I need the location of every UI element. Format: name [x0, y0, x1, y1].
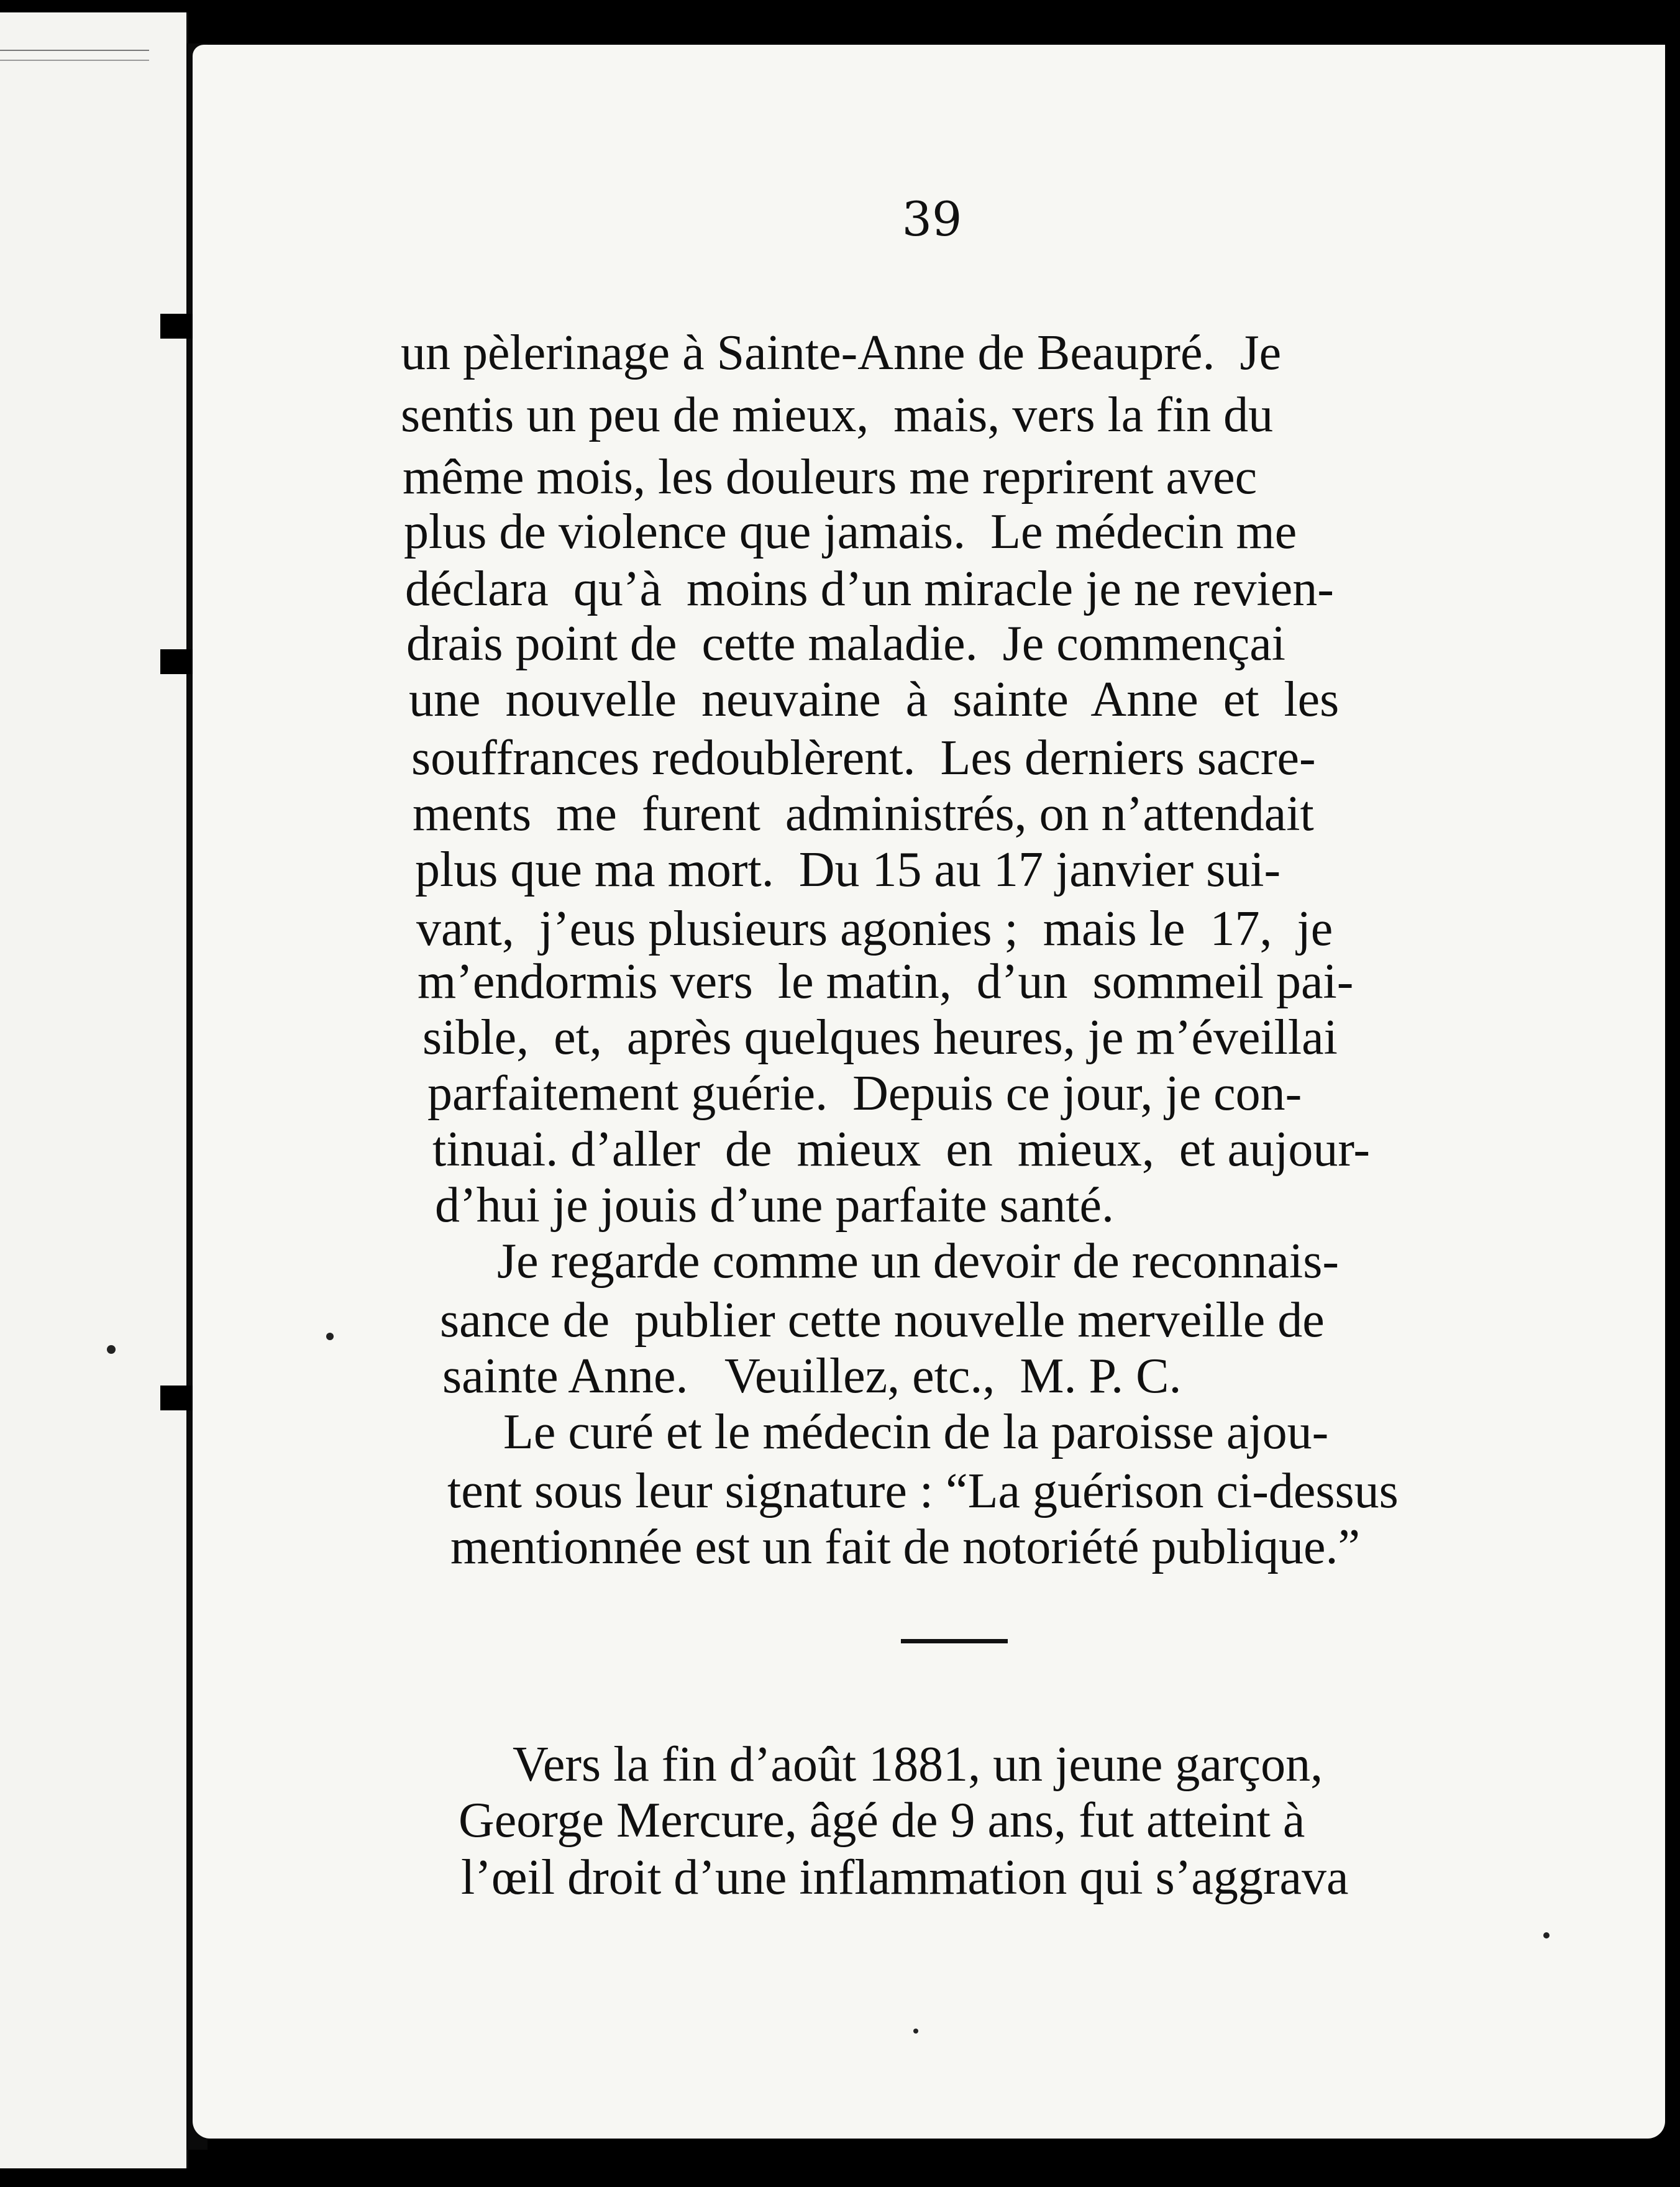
text-line: Je regarde comme un devoir de reconnais-	[497, 1234, 1339, 1289]
text-line: un pèlerinage à Sainte-Anne de Beaupré. Je	[401, 326, 1282, 380]
text-line: sainte Anne. Veuillez, etc., M. P. C.	[442, 1349, 1182, 1404]
text-line: m’endormis vers le matin, d’un sommeil pai-	[418, 954, 1354, 1009]
text-line: l’œil droit d’une inflammation qui s’aggrava	[461, 1850, 1349, 1905]
text-line: souffrances redoublèrent. Les derniers sacre-	[411, 731, 1316, 785]
text-line: une nouvelle neuvaine à sainte Anne et les	[409, 672, 1340, 727]
page-number: 39	[902, 191, 962, 247]
text-line: ments me furent administrés, on n’attendait	[413, 787, 1314, 841]
text-line: mentionnée est un fait de notoriété publique.”	[450, 1520, 1360, 1574]
text-line: drais point de cette maladie. Je commençai	[406, 616, 1285, 671]
paper-speck	[1543, 1932, 1550, 1938]
text-line: Le curé et le médecin de la paroisse ajou-	[503, 1405, 1329, 1459]
text-line: tinuai. d’aller de mieux en mieux, et aujour-	[432, 1122, 1371, 1177]
text-line: plus que ma mort. Du 15 au 17 janvier sui-	[415, 842, 1281, 897]
text-line: même mois, les douleurs me reprirent avec	[403, 450, 1258, 505]
text-line: tent sous leur signature : “La guérison ci-dessus	[447, 1464, 1399, 1518]
text-line: plus de violence que jamais. Le médecin me	[404, 505, 1297, 559]
text-line: parfaitement guérie. Depuis ce jour, je con-	[427, 1066, 1302, 1121]
text-line: déclara qu’à moins d’un miracle je ne revien-	[405, 562, 1334, 616]
paper-speck	[913, 2029, 918, 2034]
text-line: Vers la fin d’août 1881, un jeune garçon,	[513, 1737, 1323, 1792]
section-divider	[901, 1639, 1008, 1643]
text-line: sible, et, après quelques heures, je m’éveillai	[422, 1010, 1338, 1065]
paper-speck	[107, 1345, 116, 1354]
text-line: sance de publier cette nouvelle merveille de	[440, 1293, 1325, 1348]
text-line: George Mercure, âgé de 9 ans, fut atteint à	[459, 1793, 1305, 1848]
text-line: vant, j’eus plusieurs agonies ; mais le 17, je	[416, 902, 1333, 956]
text-line: sentis un peu de mieux, mais, vers la fin du	[401, 388, 1274, 442]
text-line: d’hui je jouis d’une parfaite santé.	[435, 1178, 1114, 1233]
paper-speck	[326, 1333, 334, 1340]
page-fold-line	[0, 50, 149, 61]
